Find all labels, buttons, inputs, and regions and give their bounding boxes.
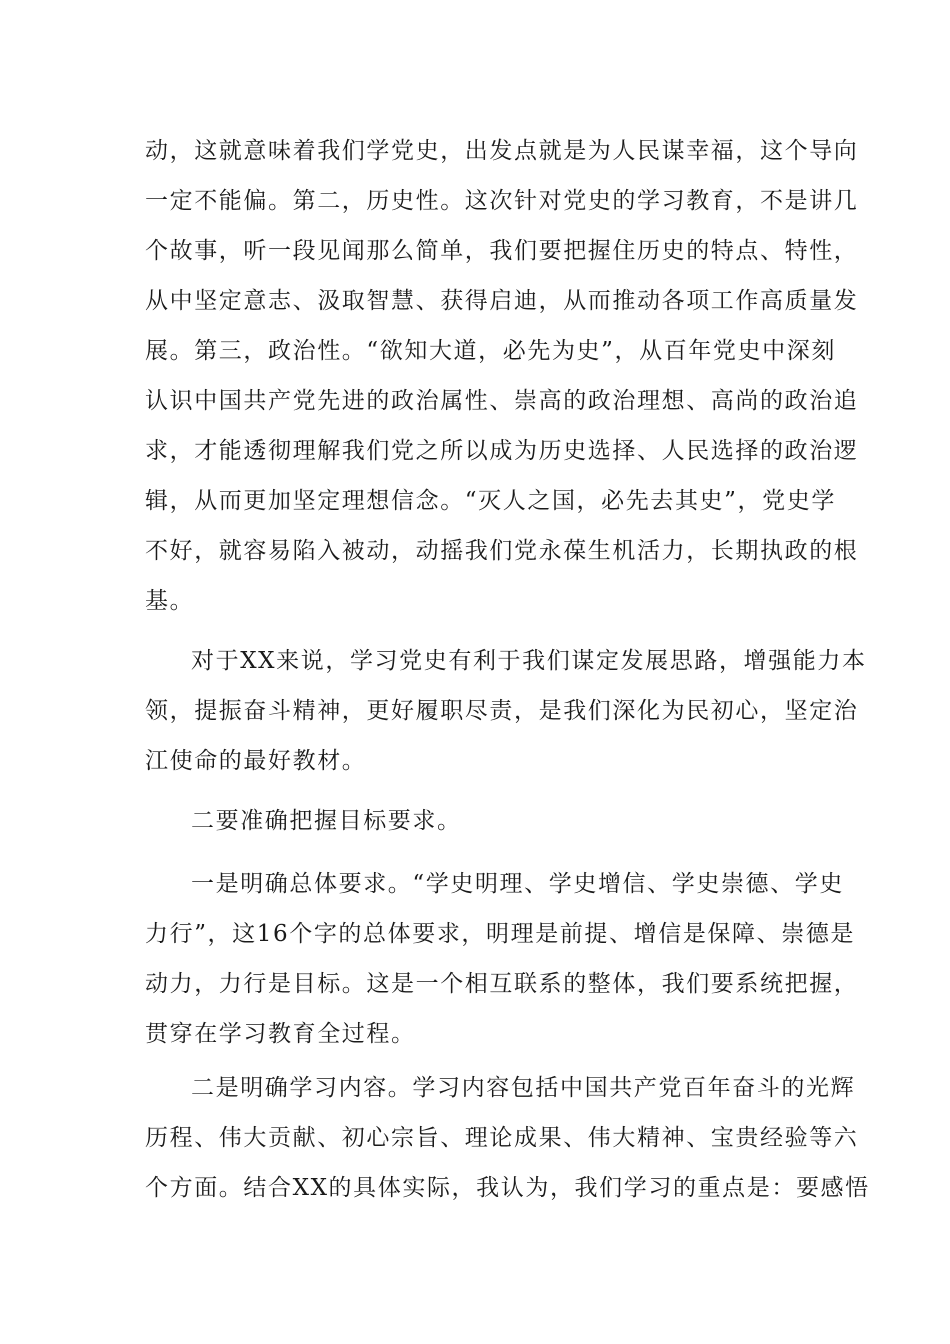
text-line: 二要准确把握目标要求。 [191,808,462,834]
text-line: 从中坚定意志、汲取智慧、获得启迪，从而推动各项工作高质量发 [145,288,859,314]
text-line: 一定不能偏。第二，历史性。这次针对党史的学习教育，不是讲几 [145,188,859,214]
section-heading [145,796,805,846]
text-line: 动，这就意味着我们学党史，出发点就是为人民谋幸福，这个导向 [145,138,859,164]
text-line: 对于XX来说，学习党史有利于我们谋定发展思路，增强能力本 [191,648,867,674]
text-line: 不好，就容易陷入被动，动摇我们党永葆生机活力，长期执政的根 [145,538,859,564]
text-line: 江使命的最好教材。 [145,748,367,774]
text-line: 个方面。结合XX的具体实际，我认为，我们学习的重点是：要感悟 [145,1175,870,1201]
text-line: 一是明确总体要求。“学史明理、学史增信、学史崇德、学史 [191,871,844,897]
text-line: 二是明确学习内容。学习内容包括中国共产党百年奋斗的光辉 [191,1075,856,1101]
text-line: 基。 [145,588,195,614]
text-line: 贯穿在学习教育全过程。 [145,1021,416,1047]
text-line: 认识中国共产党先进的政治属性、崇高的政治理想、高尚的政治追 [145,388,859,414]
paragraph-study-content [145,1063,870,1213]
text-line: 历程、伟大贡献、初心宗旨、理论成果、伟大精神、宝贵经验等六 [145,1125,859,1151]
paragraph-xx-study [145,636,867,786]
text-line: 力行”，这16个字的总体要求，明理是前提、增信是保障、崇德是 [145,921,856,947]
paragraph-overall-requirements [145,859,859,1059]
text-line: 辑，从而更加坚定理想信念。“灭人之国，必先去其史”，党史学 [145,488,836,514]
text-line: 领，提振奋斗精神，更好履职尽责，是我们深化为民初心，坚定治 [145,698,859,724]
text-line: 求，才能透彻理解我们党之所以成为历史选择、人民选择的政治逻 [145,438,859,464]
text-line: 展。第三，政治性。“欲知大道，必先为史”，从百年党史中深刻 [145,338,836,364]
paragraph-continuation [145,126,859,626]
text-line: 个故事，听一段见闻那么简单，我们要把握住历史的特点、特性， [145,238,859,264]
text-line: 动力，力行是目标。这是一个相互联系的整体，我们要系统把握， [145,971,859,997]
